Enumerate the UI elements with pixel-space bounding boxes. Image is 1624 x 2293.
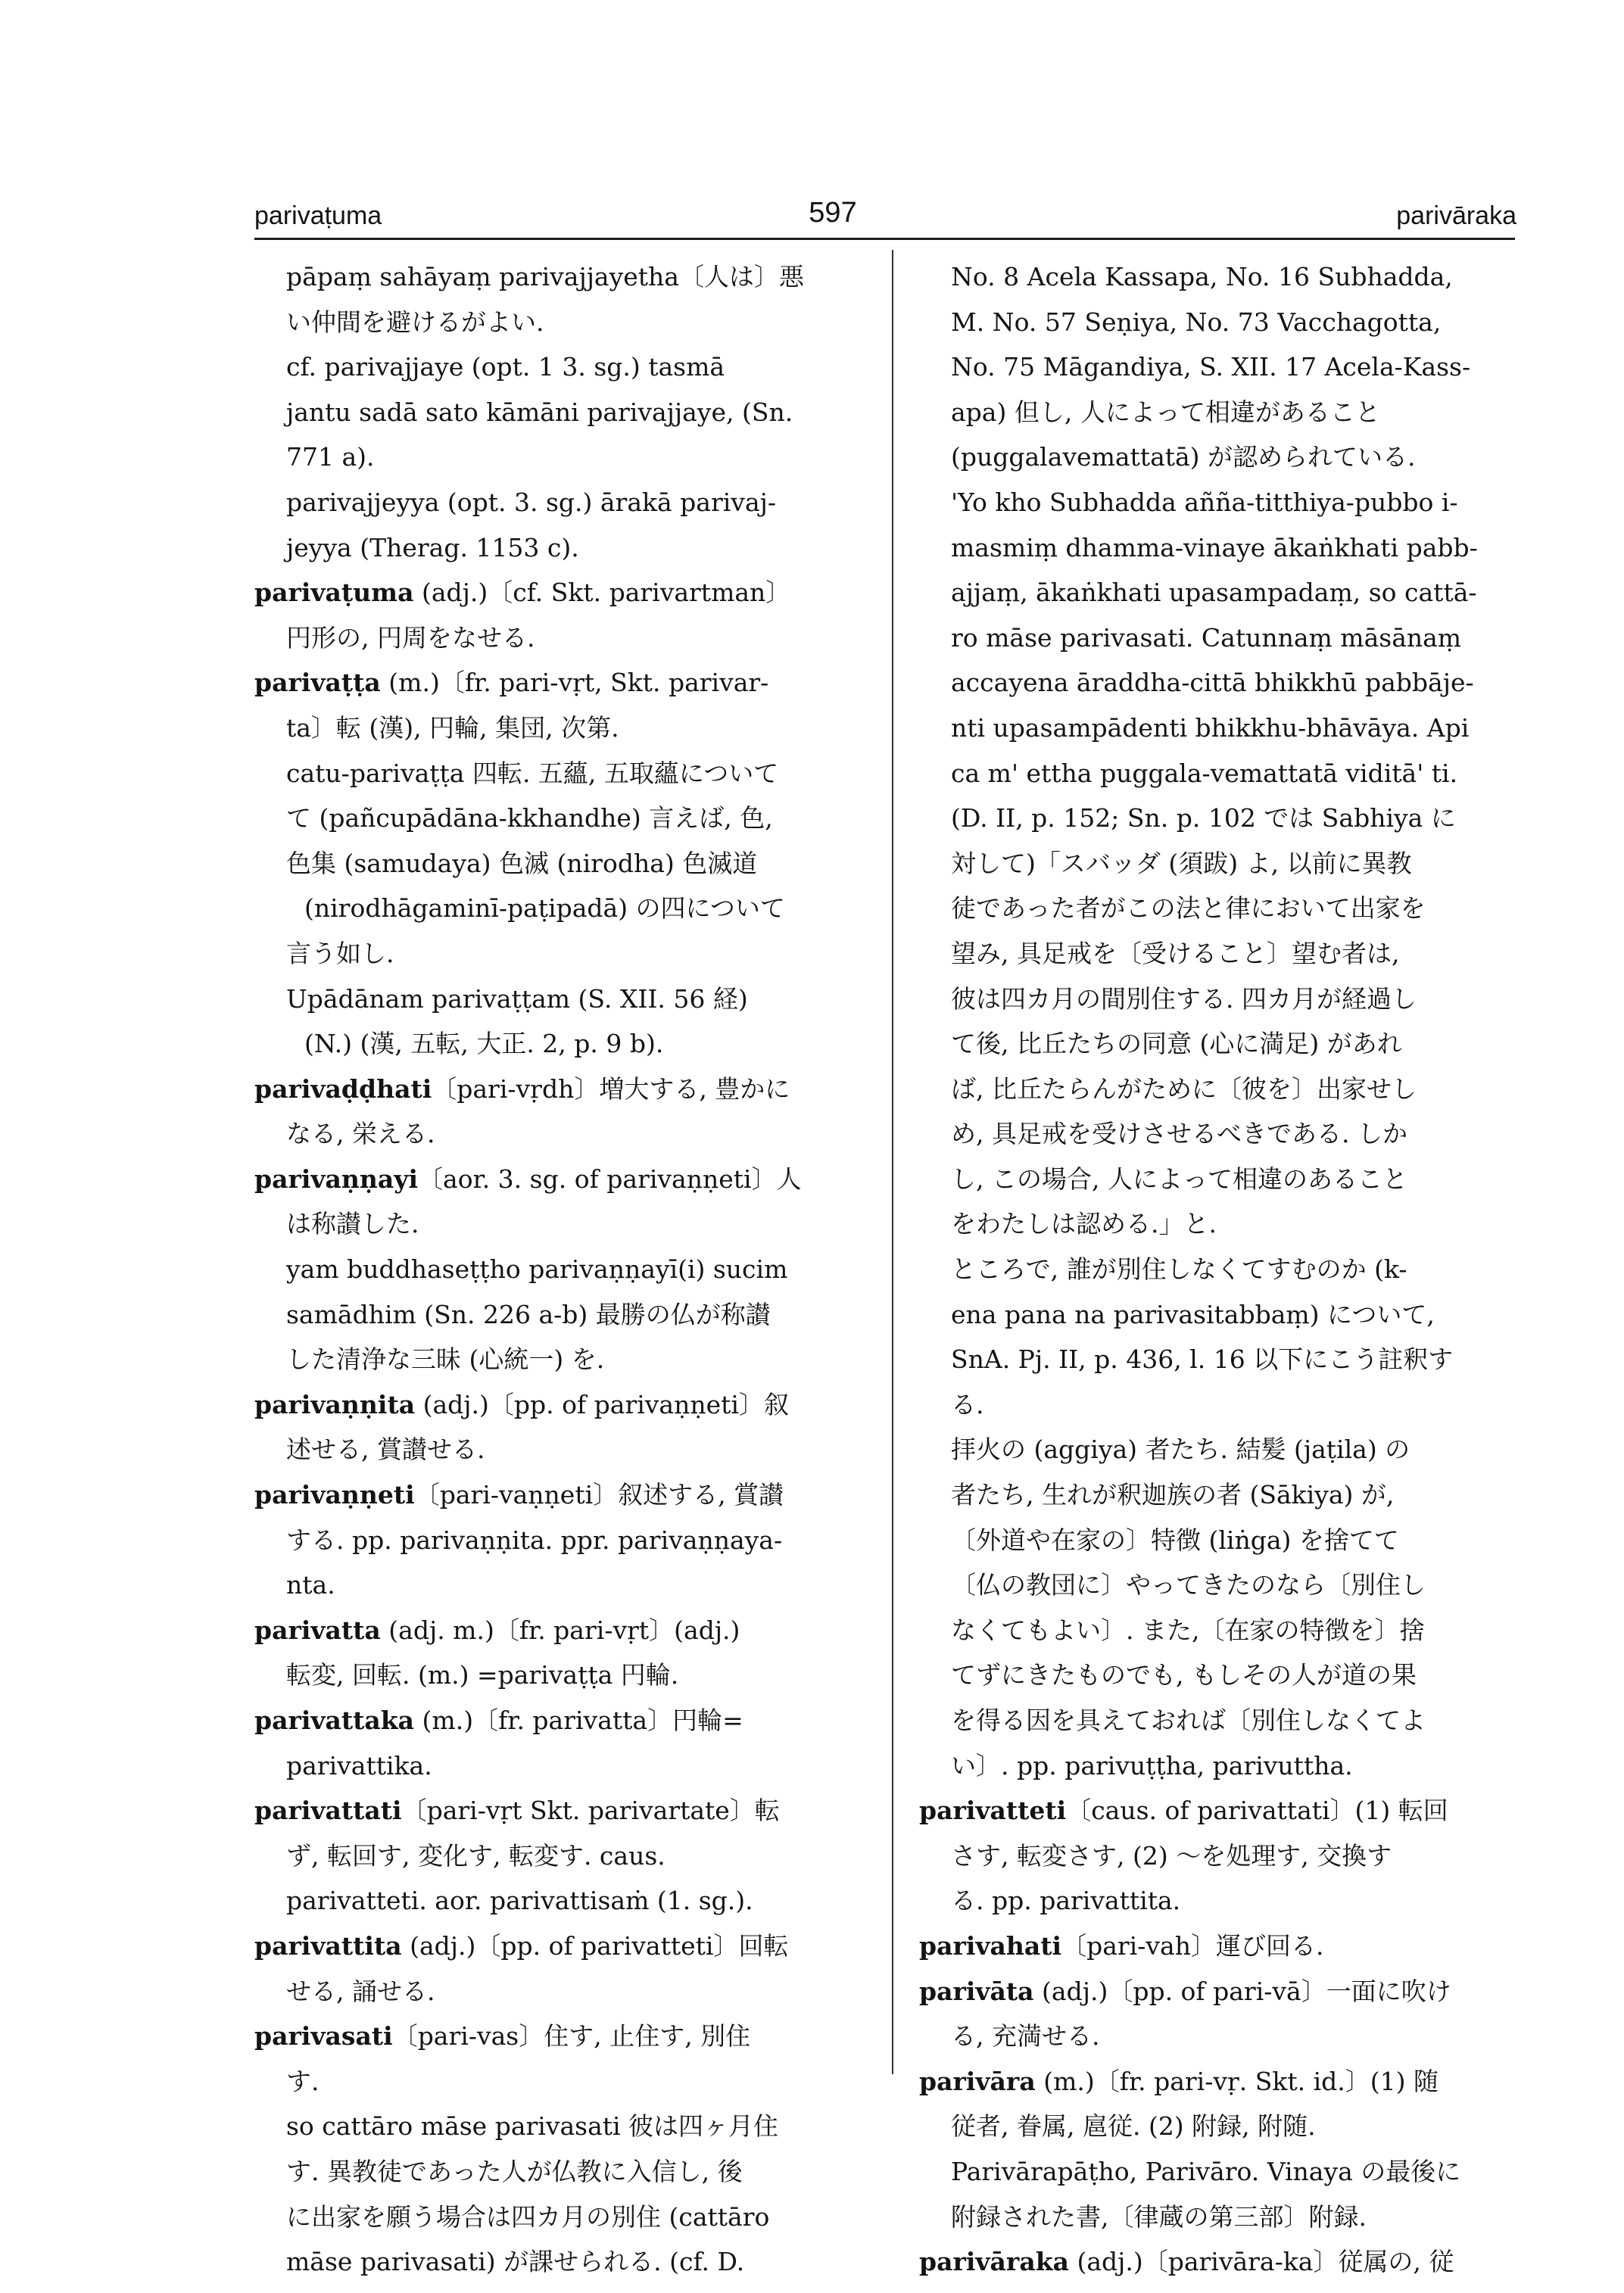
entry-text-line: jantu sadā sato kāmāni parivajjaye, (Sn. (286, 397, 793, 427)
entry-headword-line: parivāta (adj.)〔pp. of pari-vā〕一面に吹け (919, 1976, 1451, 2006)
entry-text-line: nti upasampādenti bhikkhu-bhāvāya. Api (951, 712, 1470, 743)
entry-text-line: 対して)「スバッダ (須跋) よ, 以前に異教 (951, 848, 1412, 878)
entry-text-line: め, 具足戒を受けさせるべきである. しか (951, 1119, 1407, 1149)
entry-text-line: (puggalavemattatā) が認められている. (951, 442, 1416, 472)
entry-headword-line: parivāraka (adj.)〔parivāra-ka〕従属の, 従 (919, 2247, 1454, 2277)
entry-text-line: ta〕転 (漢), 円輪, 集団, 次第. (286, 712, 619, 743)
entry-text-line: を得る因を具えておれば〔別住しなくてよ (951, 1706, 1426, 1735)
entry-text-line: māse parivasati) が課せられる. (cf. D. (286, 2247, 745, 2277)
headword: parivattati (254, 1796, 402, 1826)
entry-text-line: 従者, 眷属, 扈従. (2) 附録, 附随. (951, 2111, 1316, 2142)
entry-text-line: ず, 転回す, 変化す, 転変す. caus. (286, 1840, 665, 1871)
entry-text-line: 拝火の (aggiya) 者たち. 結髪 (jaṭila) の (951, 1435, 1410, 1465)
headword: parivattita (254, 1930, 402, 1961)
entry-text-line: 円形の, 円周をなせる. (286, 622, 535, 653)
entry-text-line: Parivārapāṭho, Parivāro. Vinaya の最後に (951, 2156, 1461, 2186)
entry-text-line: る. pp. parivattita. (951, 1886, 1181, 1916)
entry-text-line: ajjaṃ, ākaṅkhati upasampadaṃ, so cattā- (951, 578, 1477, 608)
headword: parivatteti (919, 1796, 1067, 1826)
entry-text-line: 〔仏の教団に〕やってきたのなら〔別住し (951, 1570, 1426, 1600)
entry-text-line: accayena āraddha-cittā bhikkhū pabbāje- (951, 668, 1474, 698)
entry-text-line: 〔外道や在家の〕特徴 (liṅga) を捨てて (951, 1525, 1399, 1555)
right-guide-word: parivāraka (1396, 201, 1516, 230)
entry-text-line: cf. parivajjaye (opt. 1 3. sg.) tasmā (286, 352, 725, 382)
entry-text-line: (nirodhāgaminī-paṭipadā) の四について (304, 893, 785, 924)
headword: parivattaka (254, 1706, 415, 1735)
entry-text-line: 望み, 具足戒を〔受けること〕望む者は, (951, 938, 1400, 968)
entry-text-line: は称讃した. (286, 1209, 419, 1239)
headword: parivaṇṇita (254, 1389, 416, 1419)
headword: parivaṭṭa (254, 668, 381, 698)
entry-headword-line: parivatta (adj. m.)〔fr. pari-vṛt〕(adj.) (254, 1615, 740, 1645)
entry-text-line: す. 異教徒であった人が仏教に入信し, 後 (286, 2156, 743, 2186)
entry-text-line: に出家を願う場合は四カ月の別住 (cattāro (286, 2201, 770, 2232)
entry-text-line: apa) 但し, 人によって相違があること (951, 397, 1380, 427)
entry-text-line: (D. II, p. 152; Sn. p. 102 では Sabhiya に (951, 803, 1456, 833)
entry-headword-line: parivaṇṇeti〔pari-vaṇṇeti〕叙述する, 賞讃 (254, 1480, 784, 1510)
entry-text-line: SnA. Pj. II, p. 436, l. 16 以下にこう註釈す (951, 1344, 1454, 1375)
entry-text-line: catu-parivaṭṭa 四転. 五蘊, 五取蘊について (286, 758, 779, 788)
left-column (254, 254, 868, 2285)
entry-headword-line: parivattati〔pari-vṛt Skt. parivartate〕転 (254, 1796, 780, 1826)
entry-headword-line: parivaḍḍhati〔pari-vṛdh〕増大する, 豊かに (254, 1073, 790, 1104)
entry-headword-line: parivahati〔pari-vah〕運び回る. (919, 1930, 1324, 1961)
entry-text-line: M. No. 57 Seṇiya, No. 73 Vacchagotta, (951, 307, 1442, 337)
headword: parivāraka (919, 2247, 1069, 2277)
entry-headword-line: parivaṭṭa (m.)〔fr. pari-vṛt, Skt. parivar- (254, 668, 769, 698)
page-number: 597 (809, 197, 857, 229)
entry-text-line: ところで, 誰が別住しなくてすむのか (k- (951, 1254, 1407, 1285)
entry-text-line: 'Yo kho Subhadda añña-titthiya-pubbo i- (951, 487, 1458, 517)
headword: parivaṇṇayi (254, 1164, 419, 1194)
entry-text-line: なくてもよい〕. また,〔在家の特徴を〕捨 (951, 1615, 1425, 1645)
entry-text-line: (N.) (漢, 五転, 大正. 2, p. 9 b). (304, 1029, 664, 1059)
headword: parivāra (919, 2066, 1036, 2096)
entry-text-line: ca m' ettha puggala-vemattatā viditā' ti. (951, 758, 1458, 788)
entry-text-line: て後, 比丘たちの同意 (心に満足) があれ (951, 1029, 1402, 1059)
entry-text-line: す. (286, 2066, 320, 2096)
entry-headword-line: parivaṭuma (adj.)〔cf. Skt. parivartman〕 (254, 578, 791, 608)
entry-headword-line: parivattita (adj.)〔pp. of parivatteti〕回転 (254, 1930, 789, 1961)
entry-text-line: をわたしは認める.」と. (951, 1209, 1217, 1239)
headword: parivāta (919, 1976, 1034, 2006)
entry-text-line: parivattika. (286, 1750, 432, 1781)
entry-text-line: so cattāro māse parivasati 彼は四ヶ月住 (286, 2111, 779, 2142)
entry-text-line: No. 75 Māgandiya, S. XII. 17 Acela-Kass- (951, 352, 1471, 382)
entry-text-line: なる, 栄える. (286, 1119, 435, 1149)
entry-headword-line: parivaṇṇita (adj.)〔pp. of parivaṇṇeti〕叙 (254, 1389, 789, 1419)
entry-text-line: jeyya (Therag. 1153 c). (286, 532, 579, 562)
entry-text-line: ro māse parivasati. Catunnaṃ māsānaṃ (951, 622, 1462, 653)
headword: parivaṭuma (254, 578, 414, 608)
entry-headword-line: parivāra (m.)〔fr. pari-vṛ. Skt. id.〕(1) 随 (919, 2066, 1439, 2096)
entry-headword-line: parivatteti〔caus. of parivattati〕(1) 転回 (919, 1796, 1448, 1826)
entry-text-line: ば, 比丘たらんがために〔彼を〕出家せし (951, 1073, 1417, 1104)
entry-text-line: せる, 誦せる. (286, 1976, 435, 2006)
left-guide-word: parivaṭuma (254, 201, 382, 230)
headword: parivahati (919, 1930, 1062, 1961)
entry-headword-line: parivattaka (m.)〔fr. parivatta〕円輪= (254, 1706, 743, 1735)
entry-text-line: 徒であった者がこの法と律において出家を (951, 893, 1426, 924)
right-column (919, 254, 1519, 2285)
entry-text-line: nta. (286, 1570, 335, 1600)
header-rule (254, 238, 1515, 240)
entry-text-line: Upādānam parivaṭṭam (S. XII. 56 経) (286, 983, 748, 1014)
entry-text-line: した清浄な三昧 (心統一) を. (286, 1344, 605, 1375)
entry-text-line: 771 a). (286, 442, 375, 472)
entry-text-line: さす, 転変さす, (2) ～を処理す, 交換す (951, 1840, 1392, 1871)
entry-text-line: pāpaṃ sahāyaṃ parivajjayetha〔人は〕悪 (286, 262, 804, 291)
entry-text-line: い仲間を避けるがよい. (286, 307, 544, 337)
headword: parivasati (254, 2021, 393, 2052)
column-divider (892, 250, 893, 2074)
entry-text-line: samādhim (Sn. 226 a-b) 最勝の仏が称讃 (286, 1299, 771, 1329)
entry-text-line: 述せる, 賞讃せる. (286, 1435, 485, 1465)
entry-text-line: し, この場合, 人によって相違のあること (951, 1164, 1407, 1194)
entry-text-line: 色集 (samudaya) 色滅 (nirodha) 色滅道 (286, 848, 758, 878)
entry-text-line: ena pana na parivasitabbaṃ) について, (951, 1299, 1435, 1329)
entry-text-line: 転変, 回転. (m.) =parivaṭṭa 円輪. (286, 1660, 679, 1690)
entry-text-line: する. pp. parivaṇṇita. ppr. parivaṇṇaya- (286, 1525, 783, 1555)
entry-text-line: yam buddhaseṭṭho parivaṇṇayī(i) sucim (286, 1254, 788, 1285)
entry-text-line: No. 8 Acela Kassapa, No. 16 Subhadda, (951, 262, 1453, 291)
entry-text-line: 者たち, 生れが釈迦族の者 (Sākiya) が, (951, 1480, 1395, 1510)
headword: parivatta (254, 1615, 381, 1645)
entry-text-line: い〕. pp. parivuṭṭha, parivuttha. (951, 1750, 1353, 1781)
entry-text-line: 言う如し. (286, 938, 394, 968)
entry-text-line: る. (951, 1389, 984, 1419)
entry-text-line: て (pañcupādāna-kkhandhe) 言えば, 色, (286, 803, 773, 833)
headword: parivaḍḍhati (254, 1073, 432, 1104)
running-head (0, 191, 1624, 236)
entry-text-line: parivajjeyya (opt. 3. sg.) ārakā parivaj- (286, 487, 776, 517)
entry-text-line: 彼は四カ月の間別住する. 四カ月が経過し (951, 983, 1417, 1014)
headword: parivaṇṇeti (254, 1480, 415, 1510)
entry-text-line: てずにきたものでも, もしその人が道の果 (951, 1660, 1417, 1690)
entry-headword-line: parivaṇṇayi〔aor. 3. sg. of parivaṇṇeti〕人 (254, 1164, 802, 1194)
entry-headword-line: parivasati〔pari-vas〕住す, 止住す, 別住 (254, 2021, 751, 2052)
entry-text-line: masmiṃ dhamma-vinaye ākaṅkhati pabb- (951, 532, 1478, 562)
entry-text-line: る, 充満せる. (951, 2021, 1100, 2052)
entry-text-line: parivatteti. aor. parivattisaṁ (1. sg.). (286, 1886, 753, 1916)
entry-text-line: 附録された書,〔律蔵の第三部〕附録. (951, 2201, 1367, 2232)
